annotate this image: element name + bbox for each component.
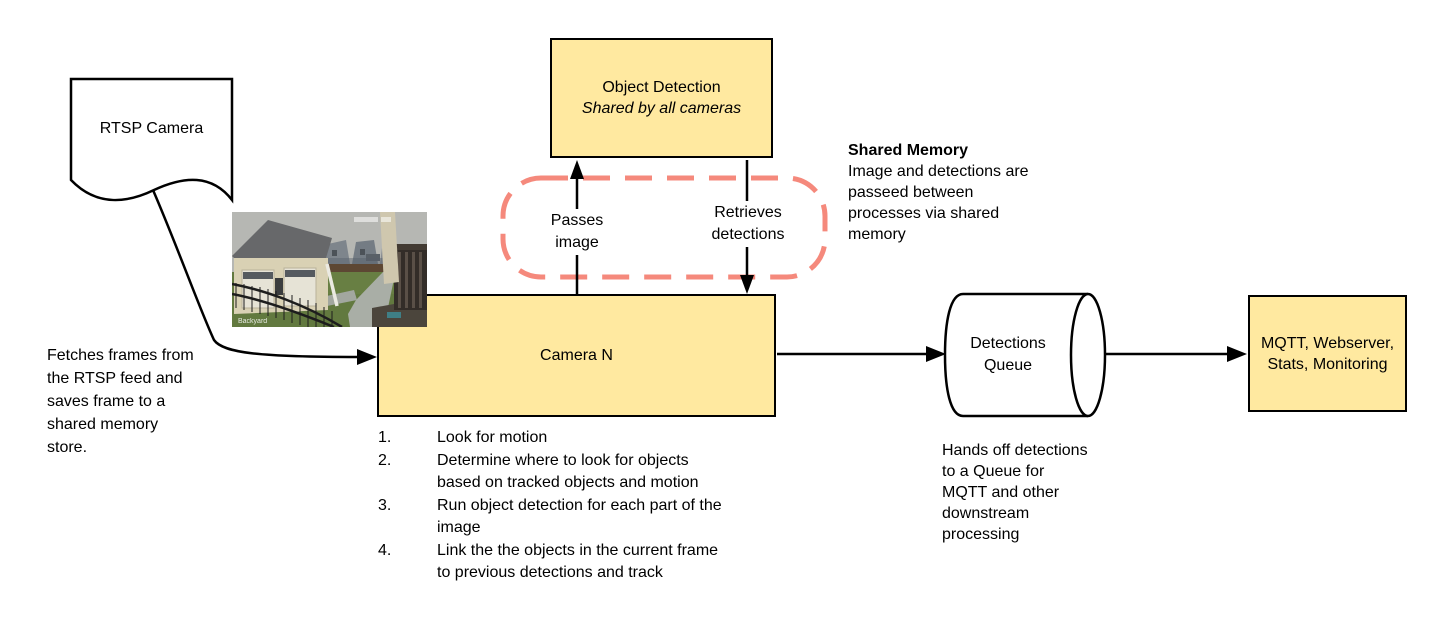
snapshot-watermark: Backyard bbox=[238, 318, 268, 325]
edge-passes-image-arrowhead bbox=[570, 160, 584, 179]
camera-step-1 bbox=[378, 427, 847, 450]
passes-image-edge-label: Passes image bbox=[546, 209, 608, 255]
hands-off-note: Hands off detections to a Queue for MQTT and other downstream processing bbox=[942, 442, 1088, 543]
outputs-label: MQTT, Webserver, Stats, Monitoring bbox=[1260, 334, 1395, 373]
camera-step-3 bbox=[378, 495, 847, 540]
camera-step-3-number: 3. bbox=[378, 496, 392, 514]
camera-step-3-text: Run object detection for each part of the image bbox=[437, 496, 722, 536]
camera-snapshot-image bbox=[232, 212, 427, 327]
fetch-frames-note: Fetches frames from the RTSP feed and saves frame to a shared memory store. bbox=[47, 347, 194, 456]
edge-retrieves-detections-arrowhead bbox=[740, 275, 754, 294]
edge-queue-to-outputs-arrowhead bbox=[1227, 346, 1247, 362]
object-detection-subtitle: Shared by all cameras bbox=[581, 100, 742, 117]
object-detection-title: Object Detection bbox=[602, 79, 721, 96]
edge-rtsp-to-camera-arrowhead bbox=[357, 349, 377, 365]
shared-memory-note bbox=[848, 140, 1063, 245]
object-detection-node bbox=[550, 38, 773, 158]
shared-memory-note-body: Image and detections are passeed between processes via shared memory bbox=[848, 163, 1029, 243]
camera-step-2 bbox=[378, 450, 847, 495]
detections-queue-label: Detections Queue bbox=[970, 335, 1046, 374]
camera-n-node bbox=[377, 294, 776, 417]
snapshot-timestamp-overlay bbox=[354, 217, 391, 222]
outputs-node bbox=[1248, 295, 1407, 412]
rtsp-camera-document-shape bbox=[71, 79, 232, 200]
camera-steps-list bbox=[378, 427, 847, 585]
camera-step-2-text: Determine where to look for objects based on tracked objects and motion bbox=[437, 451, 699, 491]
camera-step-1-number: 1. bbox=[378, 429, 392, 446]
camera-step-2-number: 2. bbox=[378, 451, 392, 469]
camera-step-4-text: Link the the objects in the current frame to previous detections and track bbox=[437, 541, 719, 581]
camera-step-4-number: 4. bbox=[378, 541, 392, 559]
camera-n-label: Camera N bbox=[540, 347, 613, 364]
camera-step-4 bbox=[378, 540, 847, 585]
camera-snapshot-scene bbox=[232, 212, 427, 327]
shared-memory-note-title: Shared Memory bbox=[848, 142, 969, 159]
rtsp-camera-label: RTSP Camera bbox=[99, 120, 204, 137]
retrieves-detections-edge-label: Retrieves detections bbox=[707, 201, 790, 247]
camera-step-1-text: Look for motion bbox=[437, 429, 548, 446]
